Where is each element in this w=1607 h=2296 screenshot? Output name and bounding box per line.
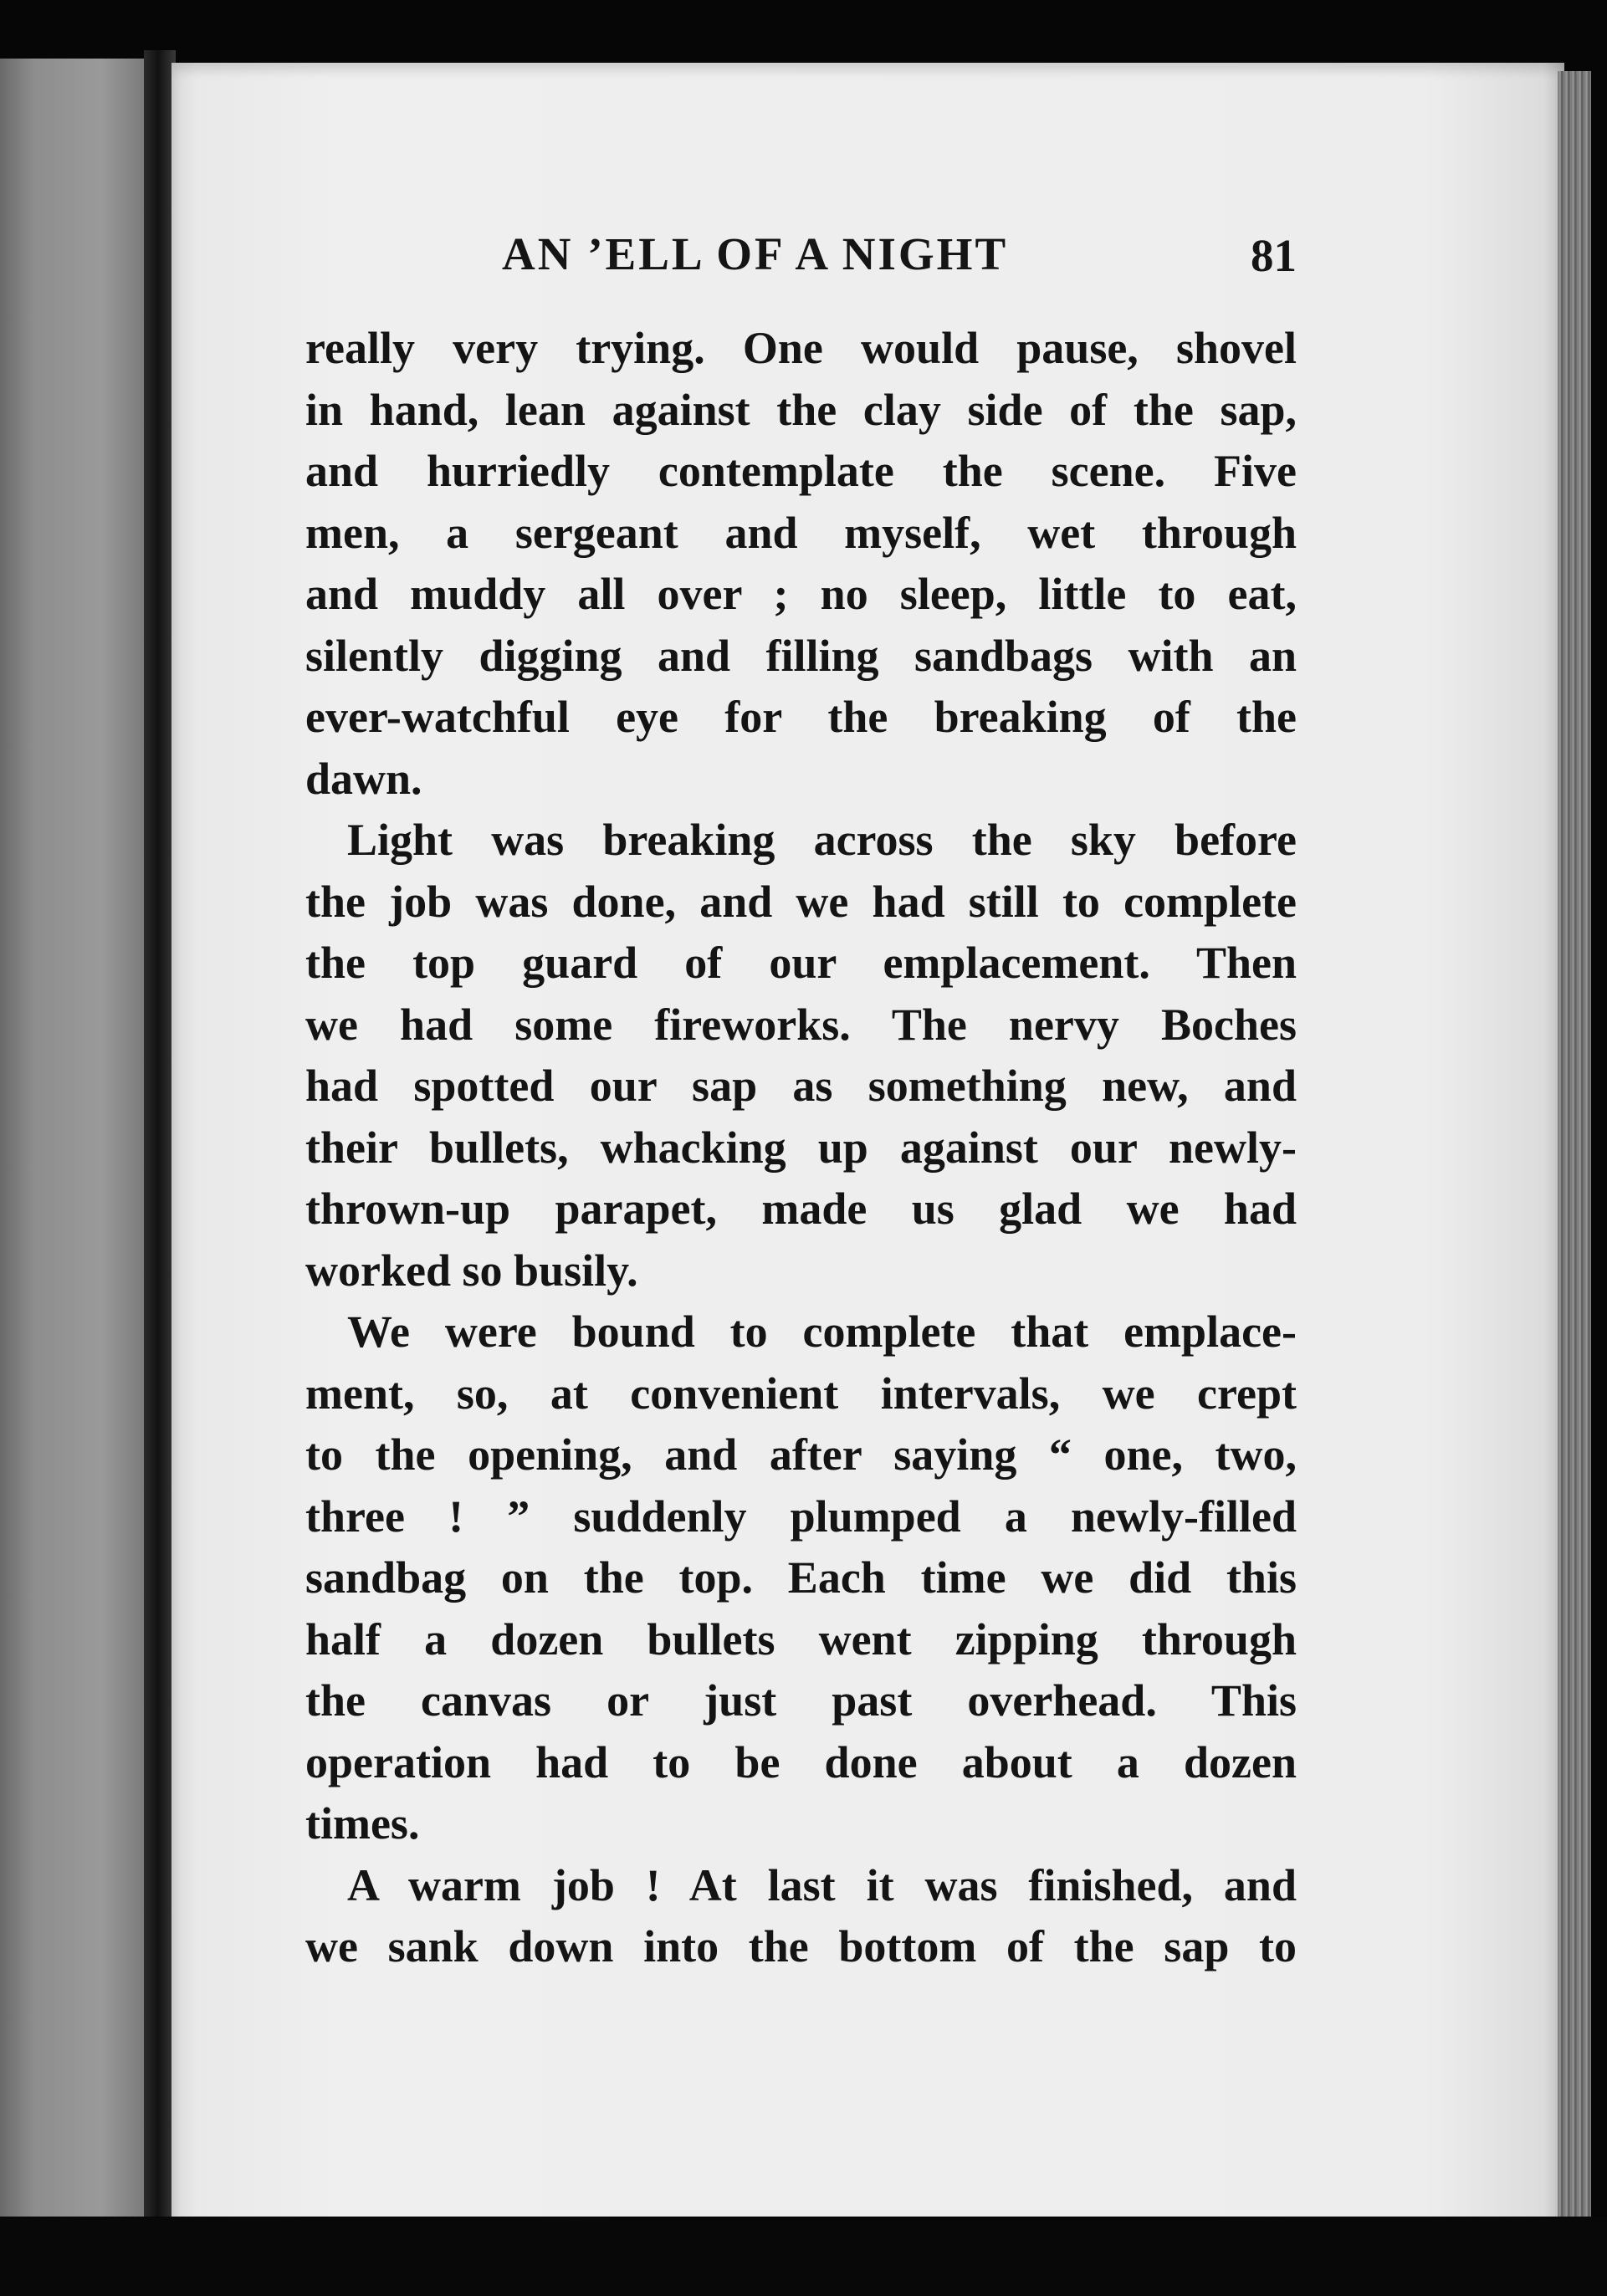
text-line: times.: [305, 1798, 420, 1849]
text-line: worked so busily.: [305, 1245, 638, 1296]
text-line: ever-watchful eye for the breaking of the: [305, 692, 1297, 742]
text-line: and hurriedly contemplate the scene. Five: [305, 446, 1297, 496]
text-line: half a dozen bullets went zipping through: [305, 1613, 1297, 1664]
text-line: and muddy all over ; no sleep, little to eat,: [305, 569, 1297, 619]
text-line: operation had to be done about a dozen: [305, 1736, 1297, 1787]
text-line: three ! ” suddenly plumped a newly-filled: [305, 1491, 1297, 1542]
page-stack-edge: [1558, 71, 1591, 2221]
text-line: Light was breaking across the sky before: [347, 815, 1297, 865]
text-line: A warm job ! At last it was finished, and: [347, 1859, 1297, 1910]
text-line: had spotted our sap as something new, and: [305, 1061, 1297, 1111]
scan-bottom-border: [0, 2217, 1607, 2296]
text-line: the job was done, and we had still to complete: [305, 876, 1297, 927]
page-header: [305, 228, 1297, 294]
paragraph-4: [305, 1855, 1297, 1978]
text-line: the canvas or just past overhead. This: [305, 1675, 1297, 1726]
text-line: sandbag on the top. Each time we did this: [305, 1552, 1297, 1603]
text-line: in hand, lean against the clay side of the sap,: [305, 384, 1297, 435]
text-line: dawn.: [305, 753, 422, 804]
text-line: really very trying. One would pause, shovel: [305, 323, 1297, 373]
left-page-edge: [0, 59, 159, 2225]
text-line: silently digging and filling sandbags with an: [305, 630, 1297, 681]
paragraph-3: [305, 1301, 1297, 1855]
text-line: their bullets, whacking up against our newly-: [305, 1122, 1297, 1173]
text-line: we sank down into the bottom of the sap to: [305, 1921, 1297, 1971]
running-title: AN ’ELL OF A NIGHT: [502, 228, 1009, 279]
paragraph-1: [305, 318, 1297, 810]
text-line: men, a sergeant and myself, wet through: [305, 507, 1297, 558]
body-text: [305, 318, 1297, 1978]
text-line: thrown-up parapet, made us glad we had: [305, 1184, 1297, 1234]
text-line: to the opening, and after saying “ one, two,: [305, 1429, 1297, 1480]
paragraph-2: [305, 810, 1297, 1301]
text-line: We were bound to complete that emplace-: [347, 1307, 1297, 1357]
text-line: we had some fireworks. The nervy Boches: [305, 999, 1297, 1050]
text-line: ment, so, at convenient intervals, we crept: [305, 1368, 1297, 1419]
page-number: 81: [1251, 230, 1297, 281]
text-line: the top guard of our emplacement. Then: [305, 938, 1297, 988]
